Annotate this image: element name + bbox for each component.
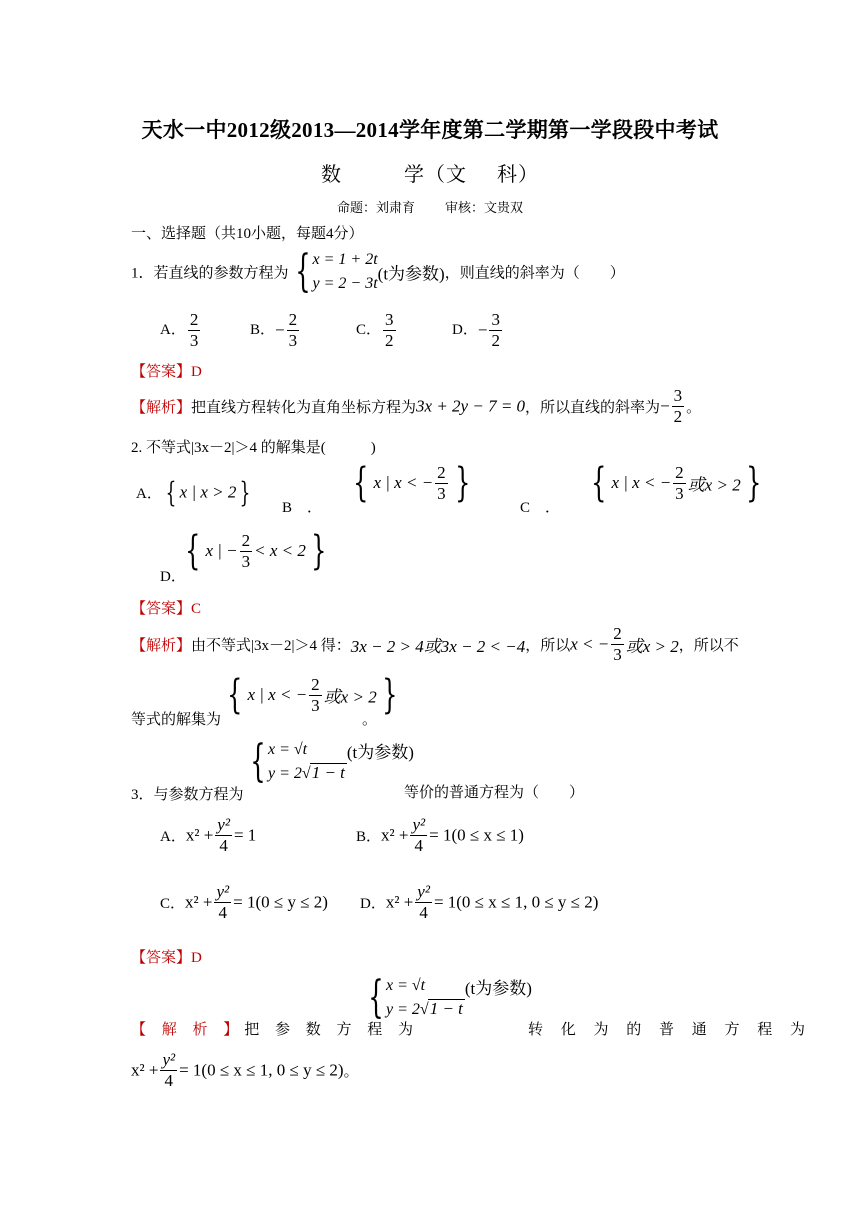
q2-analysis-end: 。 bbox=[362, 712, 378, 728]
q1-option-d-num: 3 bbox=[491, 310, 500, 329]
q3-option-d-post: = 1(0 ≤ x ≤ 1, 0 ≤ y ≤ 2) bbox=[433, 892, 599, 912]
q3-analysis-frac bbox=[160, 1050, 177, 1091]
q2-option-d-pre: x | − bbox=[205, 541, 238, 560]
q3-analysis-pre: x² + bbox=[131, 1060, 159, 1080]
proposer: 命题：刘肃育 bbox=[336, 201, 415, 216]
q1-analysis-eq: 3x + 2y − 7 = 0 bbox=[416, 396, 526, 416]
q2-analysis-text: 由不等式|3x－2|＞4 得： bbox=[191, 638, 351, 654]
q1-option-d bbox=[452, 310, 504, 351]
q3-option-c-frac bbox=[214, 882, 231, 923]
q3-option-d-den: 4 bbox=[419, 903, 428, 922]
q1-option-d-label: D． bbox=[452, 321, 478, 338]
q1-option-d-den: 2 bbox=[491, 331, 500, 350]
q3-analysis-den: 4 bbox=[164, 1071, 174, 1090]
q1-analysis-text2: ，所以直线的斜率为 bbox=[525, 400, 661, 416]
exam-title: 天水一中2012级2013—2014学年度第二学期第一学段段中考试 bbox=[141, 118, 719, 142]
q3-answer-tag: 【答案】 bbox=[131, 950, 192, 966]
q1-analysis-frac bbox=[672, 386, 685, 427]
q2-option-d-post: < x < 2 bbox=[254, 541, 306, 560]
q3-option-c-label: C． bbox=[160, 896, 186, 912]
subject-part-2: 学（文 bbox=[404, 164, 467, 186]
q3-option-a-den: 4 bbox=[219, 836, 228, 855]
q1-analysis-text: 把直线方程转化为直角坐标方程为 bbox=[191, 400, 417, 416]
q2-analysis-eq2: x < − bbox=[570, 634, 610, 654]
q2-analysis-line2: 等式的解集为 bbox=[131, 712, 222, 728]
q1-answer bbox=[131, 360, 202, 381]
q3-option-b-label: B． bbox=[356, 829, 382, 845]
q3-system bbox=[244, 738, 414, 786]
q2-analysis-set-num: 2 bbox=[311, 674, 320, 694]
q3-analysis-post: = 1(0 ≤ x ≤ 1, 0 ≤ y ≤ 2) bbox=[179, 1060, 344, 1080]
q3-answer-value: D bbox=[191, 950, 202, 966]
q1-option-d-frac bbox=[489, 310, 502, 351]
q2-analysis bbox=[131, 624, 739, 665]
q1-option-c-label: C． bbox=[356, 321, 382, 338]
q3-option-b-num: y² bbox=[412, 815, 426, 834]
subject-part-3: 科） bbox=[497, 164, 539, 186]
q2-analysis-set-frac bbox=[309, 675, 322, 716]
q2-option-c bbox=[586, 460, 766, 506]
q2-option-b-num: 2 bbox=[437, 462, 446, 482]
q3-option-a-post: = 1 bbox=[233, 825, 257, 845]
q3-option-b-den: 4 bbox=[414, 836, 424, 855]
q2-option-b-rbrace: } bbox=[454, 460, 471, 506]
q1-stem-suffix: ，则直线的斜率为（ ） bbox=[444, 265, 625, 282]
q2-analysis-set-lbrace: { bbox=[227, 672, 243, 718]
q3-analysis-tag: 【 解 析 】 bbox=[131, 1022, 245, 1038]
reviewer: 审核：文贵双 bbox=[445, 201, 524, 216]
q1-option-b-sign: − bbox=[275, 320, 285, 340]
q3-option-b-pre: x² + bbox=[381, 825, 409, 845]
q2-option-b-frac bbox=[435, 463, 448, 504]
q1-eq2: y = 2 − 3t bbox=[312, 275, 378, 292]
q1-brace: { bbox=[294, 246, 311, 297]
q2-option-b-den: 3 bbox=[437, 483, 446, 503]
q2-option-d-den: 3 bbox=[241, 551, 251, 571]
q3-option-d bbox=[360, 882, 598, 923]
q2-analysis-set-den: 3 bbox=[311, 695, 320, 715]
q3-option-d-pre: x² + bbox=[385, 892, 414, 912]
q3-eq2-pre: y = 2 bbox=[268, 765, 302, 782]
q3-option-b-frac bbox=[410, 815, 427, 856]
q2-option-c-lbrace: { bbox=[591, 460, 607, 506]
q2-analysis-frac bbox=[611, 624, 624, 665]
q2-option-a-label: A． bbox=[136, 486, 162, 502]
q2-option-c-post: 或x > 2 bbox=[687, 475, 741, 495]
q2-analysis-set-pre: x | x < − bbox=[247, 685, 308, 704]
q2-analysis-text3: ，所以不 bbox=[678, 638, 739, 654]
q3-eq2: y = 2√1 − t bbox=[268, 763, 345, 782]
q1-option-b-frac bbox=[287, 310, 300, 351]
q1-option-a-den: 3 bbox=[189, 331, 199, 350]
q3-analysis-text2: 转 化 为 的 普 通 方 程 为 bbox=[528, 1022, 813, 1038]
q1-analysis-num: 3 bbox=[673, 386, 683, 405]
q2-analysis-num: 2 bbox=[613, 624, 622, 643]
q1-option-c bbox=[356, 310, 398, 351]
q2-analysis-eq3: 或x > 2 bbox=[625, 637, 679, 656]
q2-option-d-num: 2 bbox=[241, 530, 251, 550]
q2-option-c-label: C ． bbox=[520, 500, 561, 516]
q3-eq1: x = √t bbox=[268, 741, 308, 758]
q2-answer-tag: 【答案】 bbox=[131, 601, 192, 617]
q2-stem: 2. 不等式|3x－2|＞4 的解集是( ) bbox=[131, 440, 376, 456]
q2-option-c-num: 2 bbox=[675, 462, 684, 482]
q3-option-d-label: D． bbox=[360, 896, 386, 912]
q2-option-b-lbrace: { bbox=[353, 460, 369, 506]
q1-stem bbox=[131, 248, 625, 298]
q1-analysis bbox=[131, 386, 701, 427]
q3-analysis-eq1: x = √t bbox=[386, 977, 426, 994]
q1-option-a bbox=[160, 310, 202, 351]
q3-answer bbox=[131, 946, 202, 967]
q1-option-c-num: 3 bbox=[385, 310, 394, 329]
q1-option-b-label: B． bbox=[250, 321, 276, 338]
q1-option-c-frac bbox=[383, 310, 396, 351]
q3-analysis-text: 把 参 数 方 程 为 bbox=[244, 1022, 420, 1038]
q3-option-b-post: = 1(0 ≤ x ≤ 1) bbox=[429, 825, 524, 845]
q1-eq1: x = 1 + 2t bbox=[312, 251, 378, 268]
q3-option-d-num: y² bbox=[417, 882, 430, 901]
q3-analysis-system bbox=[362, 974, 532, 1022]
q2-option-a-set: x | x > 2 bbox=[179, 482, 237, 502]
q3-option-a-num: y² bbox=[217, 815, 230, 834]
q1-param-note: (t为参数) bbox=[377, 264, 445, 284]
exam-subject bbox=[0, 158, 860, 187]
q1-option-b-den: 3 bbox=[288, 331, 298, 350]
q3-analysis-lead bbox=[131, 1018, 419, 1039]
q2-option-d-label: D． bbox=[160, 569, 186, 585]
q2-option-c-pre: x | x < − bbox=[611, 473, 672, 492]
q2-option-d-frac bbox=[240, 531, 253, 572]
q1-analysis-sign: − bbox=[660, 396, 670, 416]
q3-param-note: (t为参数) bbox=[346, 743, 414, 762]
q1-option-a-label: A． bbox=[160, 321, 186, 338]
q2-option-a-lbrace: { bbox=[165, 476, 177, 509]
q2-option-d bbox=[180, 528, 331, 574]
q2-option-c-frac bbox=[673, 463, 686, 504]
q2-answer-value: C bbox=[191, 601, 202, 617]
q3-analysis-num: y² bbox=[162, 1050, 176, 1069]
q3-option-a-pre: x² + bbox=[185, 825, 214, 845]
q1-analysis-den: 2 bbox=[673, 407, 683, 426]
q1-answer-value: D bbox=[191, 364, 202, 380]
q2-option-b-label: B ． bbox=[282, 500, 323, 516]
q2-option-c-den: 3 bbox=[675, 483, 684, 503]
q1-option-c-den: 2 bbox=[385, 331, 394, 350]
q3-option-c bbox=[160, 882, 328, 923]
q2-option-a bbox=[136, 476, 254, 509]
q2-option-a-rbrace: } bbox=[239, 476, 251, 509]
q3-option-a-frac bbox=[215, 815, 232, 856]
q2-analysis-tag: 【解析】 bbox=[131, 638, 192, 654]
q3-analysis-eq2-pre: y = 2 bbox=[386, 1001, 420, 1018]
q1-analysis-end: 。 bbox=[686, 400, 702, 416]
q3-option-d-frac bbox=[415, 882, 432, 923]
q1-option-d-sign: − bbox=[477, 320, 488, 340]
q3-brace: { bbox=[250, 736, 266, 787]
q3-eq2-rad: 1 − t bbox=[311, 763, 345, 782]
q2-option-d-lbrace: { bbox=[185, 528, 201, 574]
q2-analysis-set-post: 或x > 2 bbox=[323, 687, 377, 707]
section-heading: 一、选择题（共10小题，每题4分） bbox=[131, 226, 364, 242]
q3-option-c-den: 4 bbox=[218, 903, 228, 922]
q1-option-b-num: 2 bbox=[288, 310, 298, 329]
q2-option-c-rbrace: } bbox=[745, 460, 762, 506]
q3-stem-suffix: 等价的普通方程为（ ） bbox=[404, 785, 585, 801]
q3-option-c-num: y² bbox=[216, 882, 230, 901]
q1-system bbox=[313, 248, 378, 296]
q2-analysis-eq: 3x − 2 > 4或3x − 2 < −4 bbox=[350, 637, 526, 656]
subject-part-1: 数 bbox=[321, 164, 342, 186]
q3-system-eqs bbox=[268, 738, 347, 786]
q1-option-a-num: 2 bbox=[189, 310, 199, 329]
q3-option-a bbox=[160, 815, 256, 856]
exam-authors bbox=[0, 197, 860, 216]
q3-analysis-eq2: y = 2√1 − t bbox=[386, 999, 463, 1018]
q2-analysis-text2: ，所以 bbox=[525, 638, 571, 654]
q3-option-c-post: = 1(0 ≤ y ≤ 2) bbox=[233, 892, 328, 912]
q3-analysis-param-note: (t为参数) bbox=[464, 979, 532, 998]
q3-option-b bbox=[356, 815, 524, 856]
q3-stem-prefix: 3．与参数方程为 bbox=[131, 787, 244, 803]
q3-analysis-result bbox=[131, 1050, 359, 1091]
q3-option-c-pre: x² + bbox=[185, 892, 213, 912]
q3-analysis-system-eqs bbox=[386, 974, 465, 1022]
q2-analysis-set-rbrace: } bbox=[381, 672, 398, 718]
q3-analysis-eq2-rad: 1 − t bbox=[429, 999, 463, 1018]
q1-stem-prefix: 1．若直线的参数方程为 bbox=[131, 265, 289, 282]
q1-analysis-tag: 【解析】 bbox=[131, 400, 192, 416]
q2-option-d-rbrace: } bbox=[310, 528, 327, 574]
q1-option-b bbox=[250, 310, 301, 351]
q1-answer-tag: 【答案】 bbox=[131, 364, 192, 380]
q2-analysis-den: 3 bbox=[613, 645, 622, 664]
q2-option-b bbox=[348, 460, 475, 506]
q2-answer bbox=[131, 597, 201, 618]
q2-option-b-pre: x | x < − bbox=[373, 473, 434, 492]
q3-analysis-end: 。 bbox=[343, 1064, 359, 1080]
q1-option-a-frac bbox=[188, 310, 201, 351]
q3-option-a-label: A． bbox=[160, 829, 186, 845]
q3-analysis-brace: { bbox=[368, 972, 384, 1023]
